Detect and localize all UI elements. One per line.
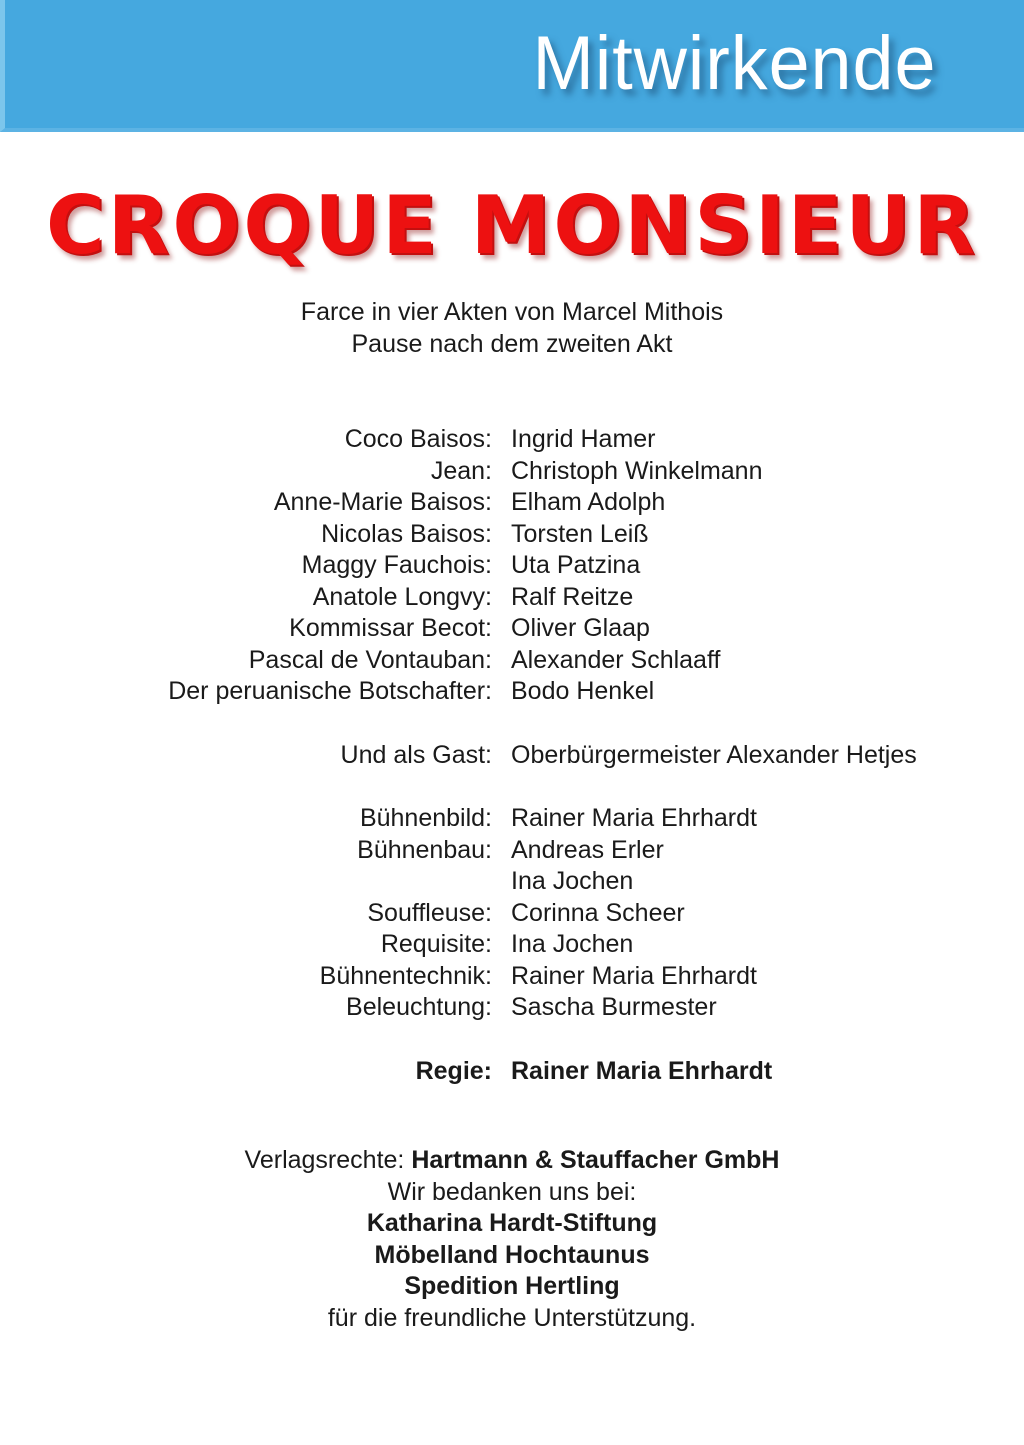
- credit-name: Ingrid Hamer: [511, 425, 656, 453]
- play-subtitle: [0, 296, 1024, 360]
- header-bar: [0, 0, 1024, 132]
- credit-name: Corinna Scheer: [511, 898, 685, 927]
- credit-row: [0, 676, 1024, 708]
- credit-row: [0, 898, 1024, 930]
- thanks-outro: für die freundliche Unterstützung.: [327, 1303, 697, 1332]
- credit-role-label: Anatole Longvy:: [312, 582, 492, 611]
- director-name: Rainer Maria Ehrhardt: [511, 1056, 773, 1085]
- guest-name: Oberbürgermeister Alexander Hetjes: [511, 740, 917, 769]
- credit-row: [0, 961, 1024, 993]
- credit-name: Alexander Schlaaff: [511, 645, 721, 674]
- credit-role-label: Bühnentechnik:: [319, 961, 492, 990]
- credit-role-label: Jean:: [430, 456, 492, 485]
- rights-label: Verlagsrechte:: [244, 1146, 405, 1174]
- credit-role-label: Kommissar Becot:: [289, 614, 492, 642]
- credit-name: Bodo Henkel: [511, 677, 655, 705]
- credit-row: [0, 550, 1024, 582]
- credit-role-label: Pascal de Vontauban:: [248, 645, 492, 674]
- credit-row: [0, 929, 1024, 961]
- credit-name: Uta Patzina: [511, 551, 641, 579]
- credit-role-label: Beleuchtung:: [346, 993, 492, 1021]
- credit-name: Oliver Glaap: [511, 614, 650, 642]
- credit-row: [0, 487, 1024, 519]
- director-role-label: Regie:: [415, 1056, 492, 1085]
- play-title: CROQUE MONSIEUR: [46, 179, 978, 272]
- credit-name: Christoph Winkelmann: [511, 456, 763, 485]
- credit-row: [0, 992, 1024, 1024]
- credit-row: [0, 582, 1024, 614]
- thanks-intro: Wir bedanken uns bei:: [387, 1177, 637, 1206]
- page-title: Mitwirkende: [532, 21, 936, 106]
- credit-name: Elham Adolph: [511, 488, 666, 516]
- credit-name: Ina Jochen: [511, 930, 634, 958]
- cast-list: [0, 424, 1024, 708]
- credit-row: [0, 803, 1024, 835]
- credit-name: Andreas Erler: [511, 835, 664, 864]
- sponsor-line: Spedition Hertling: [404, 1272, 620, 1300]
- credit-role-label: Der peruanische Botschafter:: [168, 677, 492, 705]
- credit-row: [0, 456, 1024, 488]
- credit-role-label: Bühnenbild:: [359, 804, 492, 832]
- credit-name: Ralf Reitze: [511, 582, 634, 611]
- subtitle-line-1: Farce in vier Akten von Marcel Mithois: [300, 298, 724, 326]
- credit-role-label: Nicolas Baisos:: [321, 519, 492, 548]
- sponsor-list: [0, 1208, 1024, 1303]
- credit-role-label: Souffleuse:: [367, 898, 492, 927]
- rights-value: Hartmann & Stauffacher GmbH: [411, 1146, 780, 1174]
- credit-name: Rainer Maria Ehrhardt: [511, 804, 757, 832]
- credit-row: [0, 645, 1024, 677]
- subtitle-line-2: Pause nach dem zweiten Akt: [351, 330, 673, 358]
- credit-role-label: Anne-Marie Baisos:: [273, 488, 492, 516]
- credit-role-label: Maggy Fauchois:: [301, 551, 492, 579]
- credit-name: Torsten Leiß: [511, 519, 649, 548]
- credit-row: [0, 835, 1024, 867]
- credit-name: Rainer Maria Ehrhardt: [511, 961, 757, 990]
- credit-role-label: Requisite:: [380, 930, 492, 958]
- credit-role-label: Bühnenbau:: [357, 835, 492, 864]
- sponsor-line: Katharina Hardt-Stiftung: [366, 1209, 658, 1237]
- credit-row: [0, 866, 1024, 898]
- credits-section: [0, 424, 1024, 1087]
- credit-name: Ina Jochen: [511, 867, 634, 895]
- credit-name: Sascha Burmester: [511, 993, 717, 1021]
- guest-role-label: Und als Gast:: [340, 740, 492, 769]
- sponsor-line: Möbelland Hochtaunus: [374, 1240, 650, 1269]
- credit-role-label: [0, 866, 492, 898]
- credit-row: [0, 424, 1024, 456]
- guest-row: [0, 740, 1024, 772]
- credit-row: [0, 519, 1024, 551]
- footer-section: [0, 1145, 1024, 1334]
- crew-list: [0, 803, 1024, 1024]
- credit-role-label: Coco Baisos:: [344, 425, 492, 453]
- director-row: [0, 1056, 1024, 1088]
- credit-row: [0, 613, 1024, 645]
- rights-line: [0, 1145, 1024, 1177]
